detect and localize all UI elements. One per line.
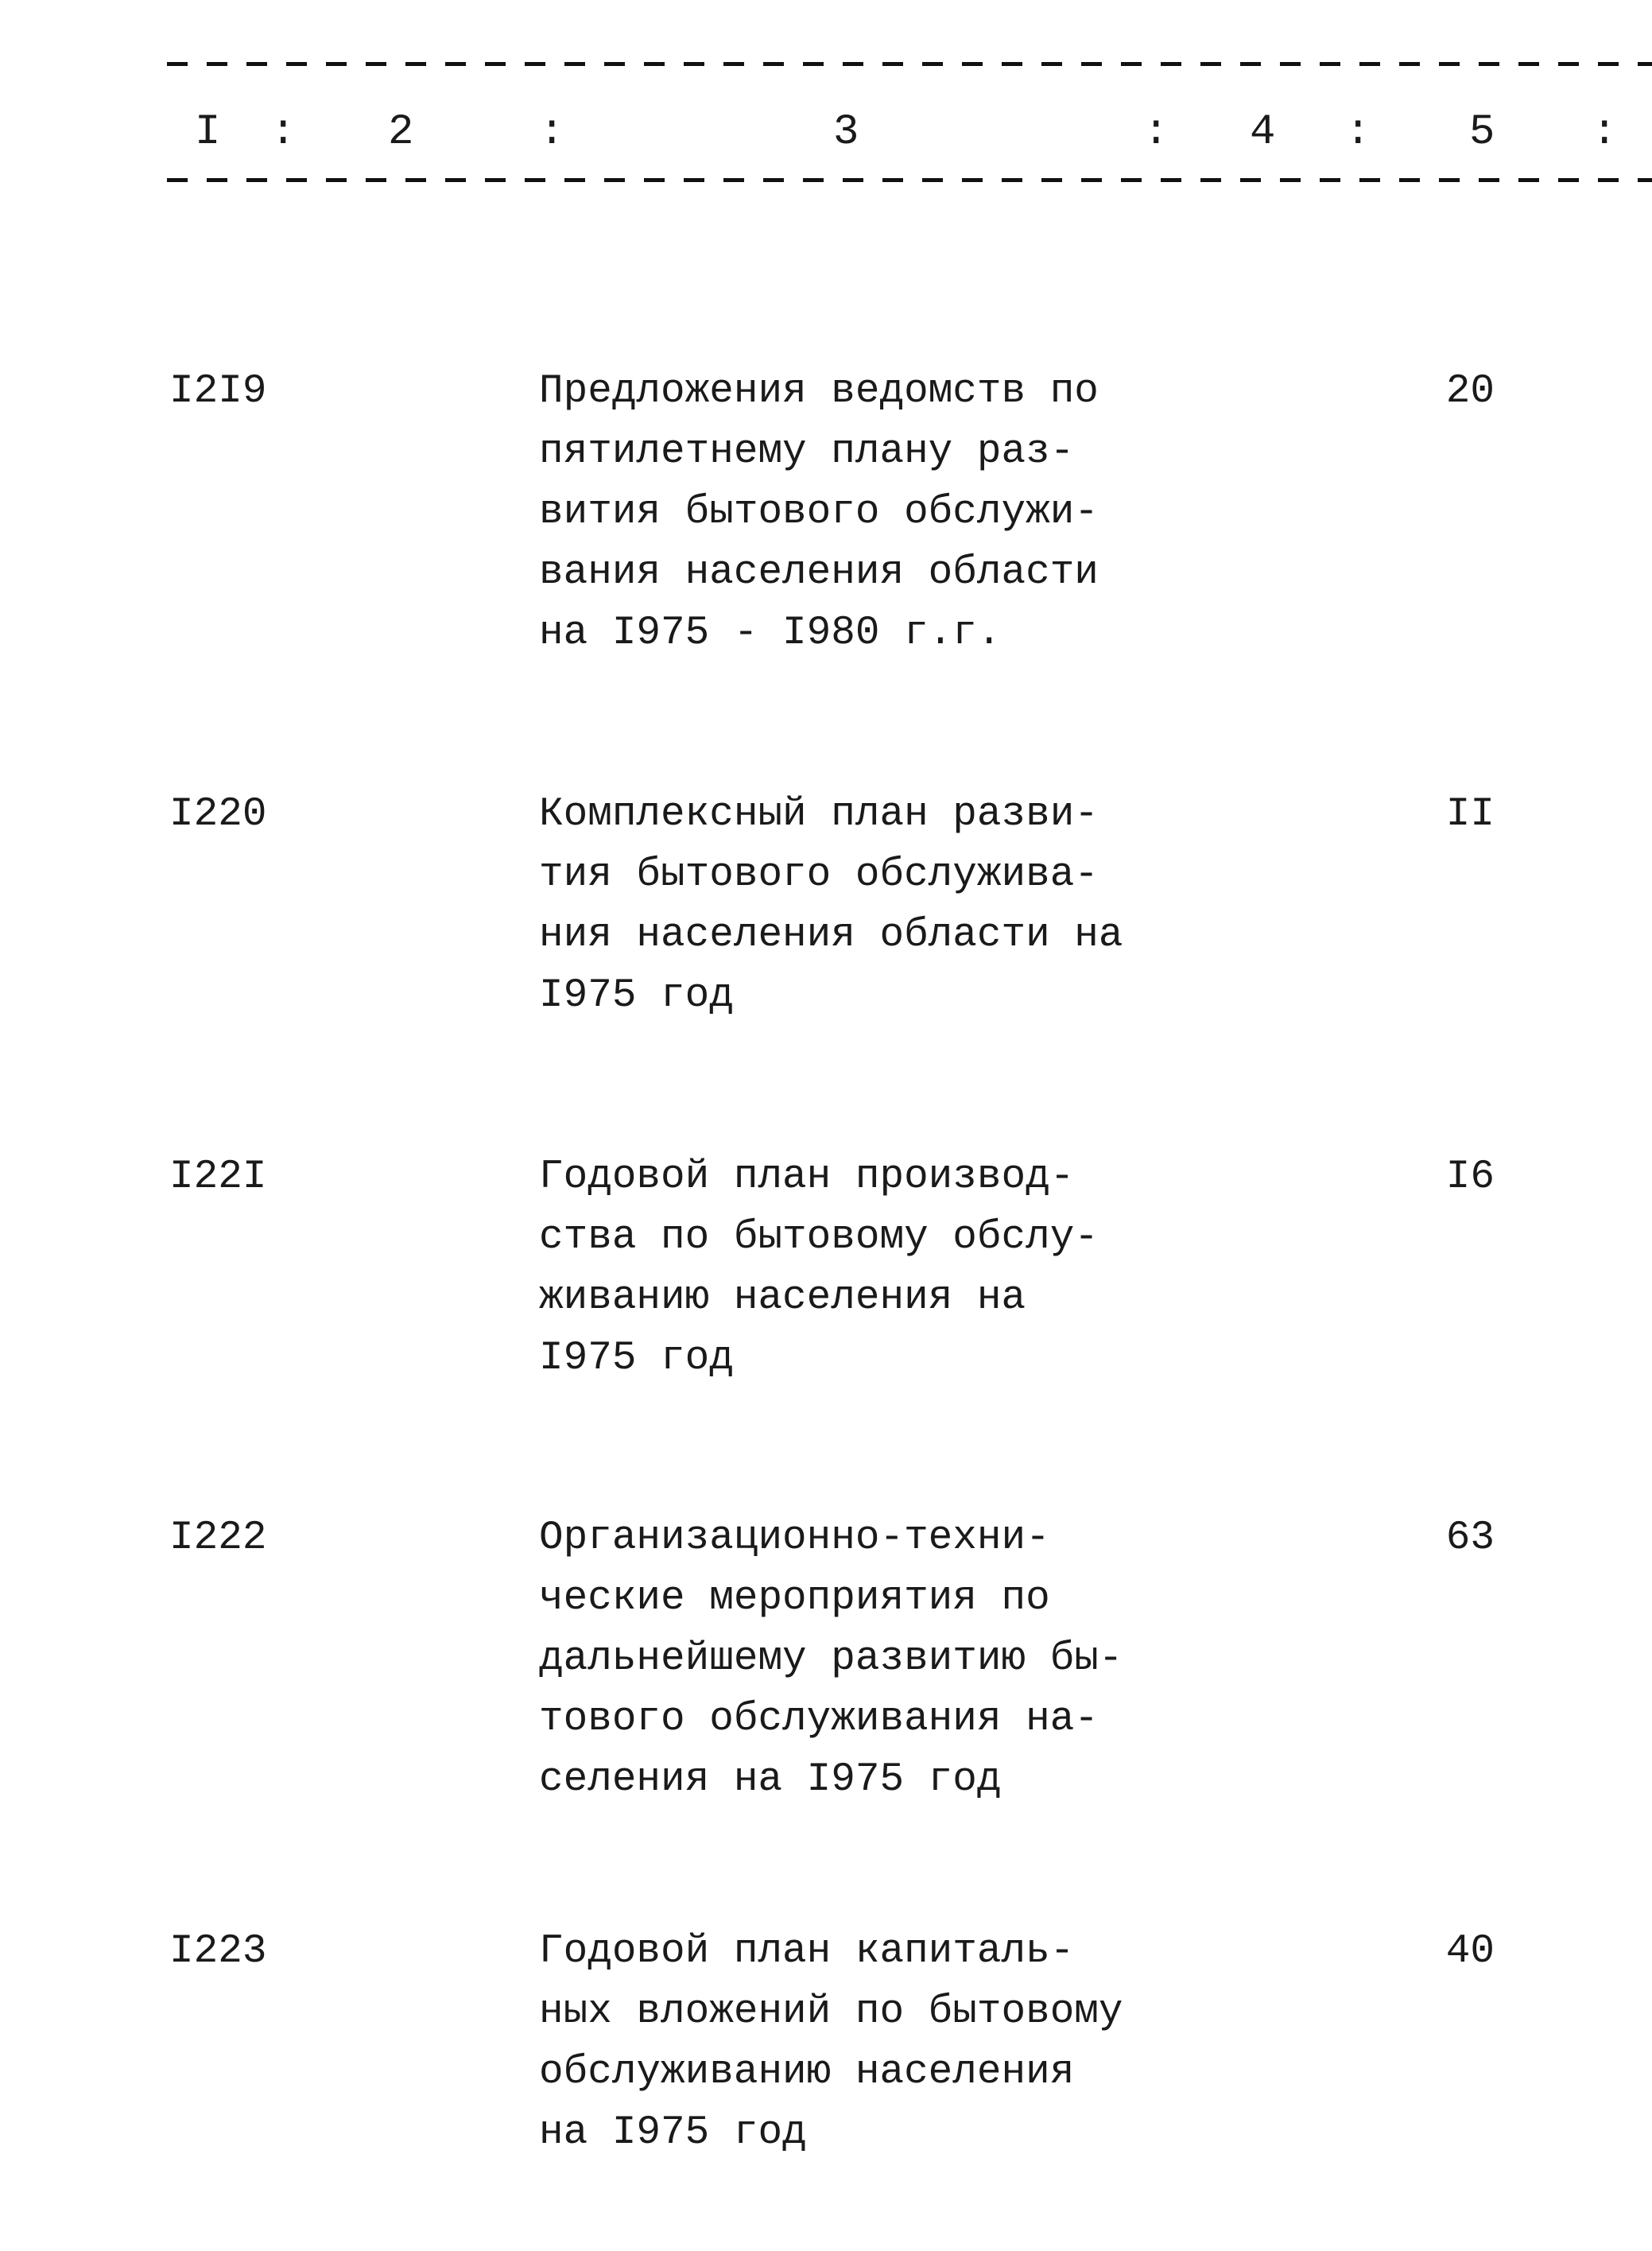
description-line: Комплексный план разви-: [539, 792, 1099, 837]
description-line: Предложения ведомств по: [539, 369, 1099, 414]
page-count: 40: [1445, 1929, 1495, 1974]
page-count: 63: [1445, 1516, 1495, 1561]
column-4-label: 4: [1250, 108, 1276, 157]
item-number: I220: [169, 792, 267, 837]
description-line: ния населения области на: [539, 913, 1123, 958]
description-line: живанию населения на: [539, 1275, 1026, 1321]
description-line: Годовой план производ-: [539, 1155, 1075, 1200]
description-line: Организационно-техни-: [539, 1516, 1050, 1561]
description-line: ных вложений по бытовому: [539, 1989, 1123, 2035]
description-line: обслуживанию населения: [539, 2050, 1075, 2095]
header-top-rule: [167, 62, 1652, 66]
column-separator: :: [1143, 108, 1169, 157]
item-description: [539, 1922, 1123, 2164]
description-line: селения на I975 год: [539, 1757, 1002, 1803]
column-3-label: 3: [833, 108, 859, 157]
item-description: [539, 362, 1099, 664]
header-bottom-rule: [167, 178, 1652, 182]
item-number: I2I9: [169, 369, 267, 414]
item-description: [539, 785, 1123, 1027]
description-line: тия бытового обслужива-: [539, 852, 1099, 898]
column-separator: :: [1345, 108, 1371, 157]
column-separator: :: [270, 108, 297, 157]
description-line: вания населения области: [539, 550, 1099, 596]
page-count: II: [1445, 792, 1495, 837]
item-description: [539, 1147, 1099, 1389]
description-line: ческие мероприятия по: [539, 1576, 1050, 1621]
column-separator: :: [539, 108, 565, 157]
page-count: 20: [1445, 369, 1495, 414]
column-separator: :: [1592, 108, 1618, 157]
page-count: I6: [1445, 1155, 1495, 1200]
item-number: I22I: [169, 1155, 267, 1200]
description-line: ства по бытовому обслу-: [539, 1215, 1099, 1260]
item-number: I223: [169, 1929, 267, 1974]
description-line: на I975 - I980 г.г.: [539, 611, 1002, 656]
description-line: I975 год: [539, 973, 734, 1019]
item-number: I222: [169, 1516, 267, 1561]
column-1-label: I: [195, 108, 221, 157]
description-line: Годовой план капиталь-: [539, 1929, 1075, 1974]
description-line: тового обслуживания на-: [539, 1697, 1099, 1742]
description-line: на I975 год: [539, 2110, 807, 2156]
column-5-label: 5: [1469, 108, 1495, 157]
description-line: вития бытового обслужи-: [539, 490, 1099, 535]
item-description: [539, 1508, 1123, 1811]
description-line: дальнейшему развитию бы-: [539, 1636, 1123, 1682]
description-line: пятилетнему плану раз-: [539, 429, 1075, 475]
column-2-label: 2: [388, 108, 414, 157]
description-line: I975 год: [539, 1336, 734, 1381]
